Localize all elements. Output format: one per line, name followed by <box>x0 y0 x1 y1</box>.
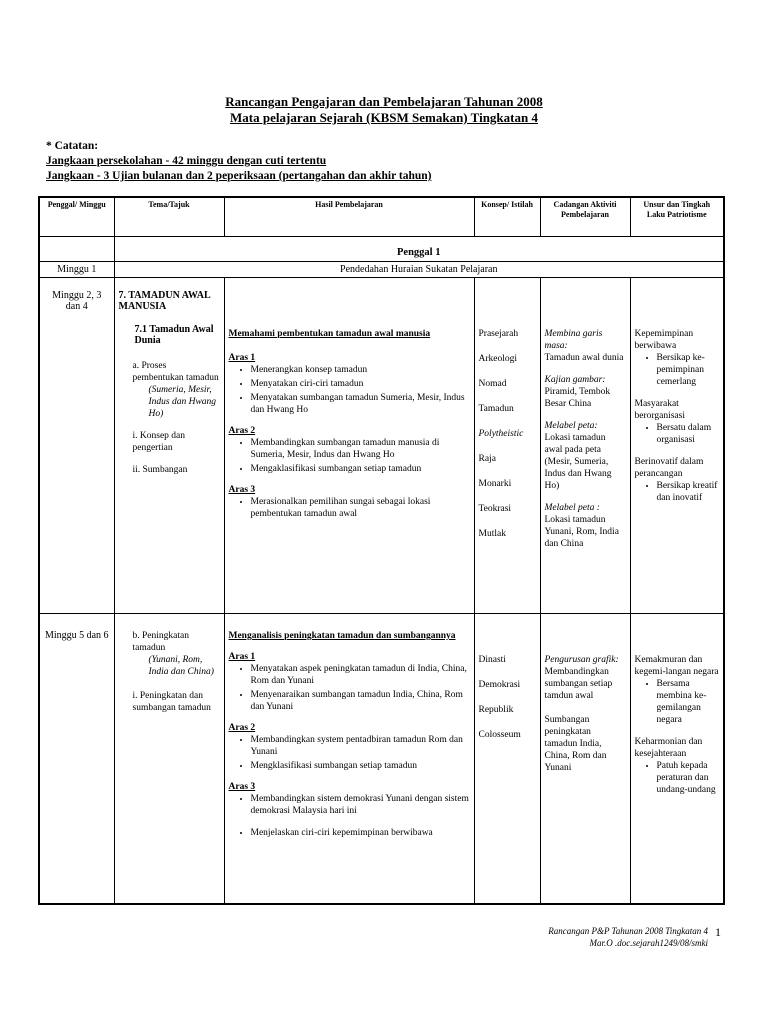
row2-aras2: Aras 2 <box>228 723 256 733</box>
header-unsur: Unsur dan Tingkah Laku Patriotisme <box>630 197 724 237</box>
cadangan-text: Membandingkan sumbangan setiap tamdun awal <box>544 667 613 701</box>
list-item: • Membandingkan system pentadbiran tamadun Rom dan Yunani <box>251 734 470 758</box>
minggu1-text: Pendedahan Huraian Sukatan Pelajaran <box>114 262 724 278</box>
konsep-term: Teokrasi <box>478 504 512 514</box>
week-5-6-row <box>39 614 724 904</box>
unsur-list <box>635 352 720 388</box>
konsep-term: Arkeologi <box>478 354 518 364</box>
row1-topic: 7. TAMADUN AWAL MANUSIA <box>118 290 211 312</box>
cadangan-label: Kajian gambar: <box>544 375 606 385</box>
cadangan-text: Tamadun awal dunia <box>544 353 624 363</box>
unsur-heading: Berinovatif dalam perancangan <box>634 457 704 479</box>
notes-line1: Jangkaan persekolahan - 42 minggu dengan cuti tertentu <box>46 155 327 167</box>
row2-aras3-list <box>229 793 470 839</box>
row1-item-i: i. Konsep dan pengertian <box>132 431 186 453</box>
header-penggal: Penggal/ Minggu <box>39 197 114 237</box>
konsep-term: Mutlak <box>478 529 506 539</box>
row1-hasil-cell <box>224 278 474 614</box>
list-item: • Bersikap ke-pemimpinan cemerlang <box>657 352 720 388</box>
row2-konsep-cell <box>474 614 540 904</box>
row2-aras3: Aras 3 <box>228 782 256 792</box>
konsep-term: Colosseum <box>478 730 521 740</box>
row1-topic-cell <box>114 278 224 614</box>
unsur-list <box>635 480 720 504</box>
list-item: • Menyatakan aspek peningkatan tamadun di India, China, Rom dan Yunani <box>251 663 470 687</box>
unsur-list <box>635 760 720 796</box>
row2-item-i: i. Peningkatan dan sumbangan tamadun <box>132 691 211 713</box>
row2-item-b: b. Peningkatan tamadun <box>132 631 189 653</box>
row2-aras1: Aras 1 <box>228 652 256 662</box>
footer-line2: Mar.O .doc.sejarah1249/08/smki <box>589 938 708 948</box>
row2-aras1-list <box>229 663 470 713</box>
konsep-term: Prasejarah <box>478 329 519 339</box>
row2-hasil-cell <box>224 614 474 904</box>
page-number: 1 <box>715 925 721 939</box>
list-item: • Membandingkan sumbangan tamadun manusia di Sumeria, Mesir, Indus dan Hwang Ho <box>251 437 470 461</box>
notes-label: * Catatan: <box>46 140 99 152</box>
row2-unsur-cell <box>630 614 724 904</box>
unsur-heading: Masyarakat berorganisasi <box>634 399 685 421</box>
konsep-term: Nomad <box>478 379 507 389</box>
unsur-heading: Keharmonian dan kesejahteraan <box>634 737 703 759</box>
row2-topic-cell <box>114 614 224 904</box>
konsep-term: Monarki <box>478 479 512 489</box>
list-item: • Menyenaraikan sumbangan tamadun India, China, Rom dan Yunani <box>251 689 470 713</box>
list-item: • Mengklasifikasi sumbangan setiap tamadun <box>251 760 470 772</box>
list-item: • Mengaklasifikasi sumbangan setiap tamadun <box>251 463 470 475</box>
row1-aras2-list <box>229 437 470 475</box>
row1-week: Minggu 2, 3 dan 4 <box>39 278 114 614</box>
minggu1-week: Minggu 1 <box>39 262 114 278</box>
row1-unsur-cell <box>630 278 724 614</box>
row1-cadangan-cell <box>540 278 630 614</box>
konsep-term: Raja <box>478 454 496 464</box>
header-tema: Tema/Tajuk <box>114 197 224 237</box>
row1-hasil-title: Memahami pembentukan tamadun awal manusia <box>228 329 431 339</box>
row2-cadangan-cell <box>540 614 630 904</box>
cadangan-label: Melabel peta: <box>544 421 598 431</box>
row1-aras3-list <box>229 496 470 520</box>
list-item: • Menjelaskan ciri-ciri kepemimpinan berwibawa <box>251 827 470 839</box>
penggal-row <box>39 237 724 262</box>
document-title-line1: Rancangan Pengajaran dan Pembelajaran Tahunan 2008 <box>225 94 543 109</box>
cadangan-text: Piramid, Tembok Besar China <box>544 387 611 409</box>
list-item: • Membandingkan sistem demokrasi Yunani dengan sistem demokrasi Malaysia hari ini <box>251 793 470 817</box>
header-konsep: Konsep/ Istilah <box>474 197 540 237</box>
row1-aras2: Aras 2 <box>228 426 256 436</box>
row1-item-a-examples: (Sumeria, Mesir, Indus dan Hwang Ho) <box>148 385 217 419</box>
row1-konsep-cell <box>474 278 540 614</box>
konsep-term: Dinasti <box>478 655 506 665</box>
list-item: • Bersama membina ke-gemilangan negara <box>657 678 720 726</box>
row1-item-ii: ii. Sumbangan <box>132 465 188 475</box>
row1-aras1-list <box>229 364 470 416</box>
cadangan-text: Lokasi tamadun Yunani, Rom, India dan China <box>544 515 619 549</box>
konsep-term: Tamadun <box>478 404 514 414</box>
list-item: • Menyatakan ciri-ciri tamadun <box>251 378 470 390</box>
unsur-heading: Kepemimpinan berwibawa <box>634 329 694 351</box>
row2-item-b-examples: (Yunani, Rom, India dan China) <box>148 655 214 677</box>
penggal-label: Penggal 1 <box>114 237 724 262</box>
list-item: • Bersikap kreatif dan inovatif <box>657 480 720 504</box>
page-footer <box>548 925 708 949</box>
list-item: • Merasionalkan pemilihan sungai sebagai lokasi pembentukan tamadun awal <box>251 496 470 520</box>
unsur-list <box>635 422 720 446</box>
list-item: • Bersatu dalam organisasi <box>657 422 720 446</box>
document-title-line2: Mata pelajaran Sejarah (KBSM Semakan) Tingkatan 4 <box>230 110 538 125</box>
row1-subtopic: 7.1 Tamadun Awal Dunia <box>134 324 214 346</box>
row2-aras2-list <box>229 734 470 772</box>
header-cadangan: Cadangan Aktiviti Pembelajaran <box>540 197 630 237</box>
week-2-4-row <box>39 278 724 614</box>
table-header-row <box>39 197 724 237</box>
konsep-term: Republik <box>478 705 514 715</box>
teaching-plan-table <box>38 196 725 905</box>
row1-item-a: a. Proses pembentukan tamadun <box>132 361 219 383</box>
row1-aras3: Aras 3 <box>228 485 256 495</box>
row2-week: Minggu 5 dan 6 <box>39 614 114 904</box>
row1-aras1: Aras 1 <box>228 353 256 363</box>
cadangan-text: Lokasi tamadun awal pada peta (Mesir, Sumeria, Indus dan Hwang Ho) <box>544 433 612 491</box>
list-item: • Menerangkan konsep tamadun <box>251 364 470 376</box>
notes-line2: Jangkaan - 3 Ujian bulanan dan 2 peperiksaan (pertangahan dan akhir tahun) <box>46 170 432 182</box>
unsur-heading: Kemakmuran dan kegemi-langan negara <box>634 655 719 677</box>
footer-line1: Rancangan P&P Tahunan 2008 Tingkatan 4 <box>548 926 708 936</box>
list-item: • Menyatakan sumbangan tamadun Sumeria, Mesir, Indus dan Hwang Ho <box>251 392 470 416</box>
cadangan-label: Membina garis masa: <box>544 329 603 351</box>
notes-block <box>46 139 431 184</box>
cadangan-text: Sumbangan peningkatan tamadun India, China, Rom dan Yunani <box>544 715 607 773</box>
minggu1-row <box>39 262 724 278</box>
list-item: • Patuh kepada peraturan dan undang-undang <box>657 760 720 796</box>
unsur-list <box>635 678 720 726</box>
konsep-term: Polytheistic <box>478 429 524 439</box>
cadangan-label: Pengurusan grafik: <box>544 655 619 665</box>
row2-hasil-title: Menganalisis peningkatan tamadun dan sumbangannya <box>228 631 456 641</box>
cadangan-label: Melabel peta : <box>544 503 600 513</box>
konsep-term: Demokrasi <box>478 680 521 690</box>
header-hasil: Hasil Pembelajaran <box>224 197 474 237</box>
